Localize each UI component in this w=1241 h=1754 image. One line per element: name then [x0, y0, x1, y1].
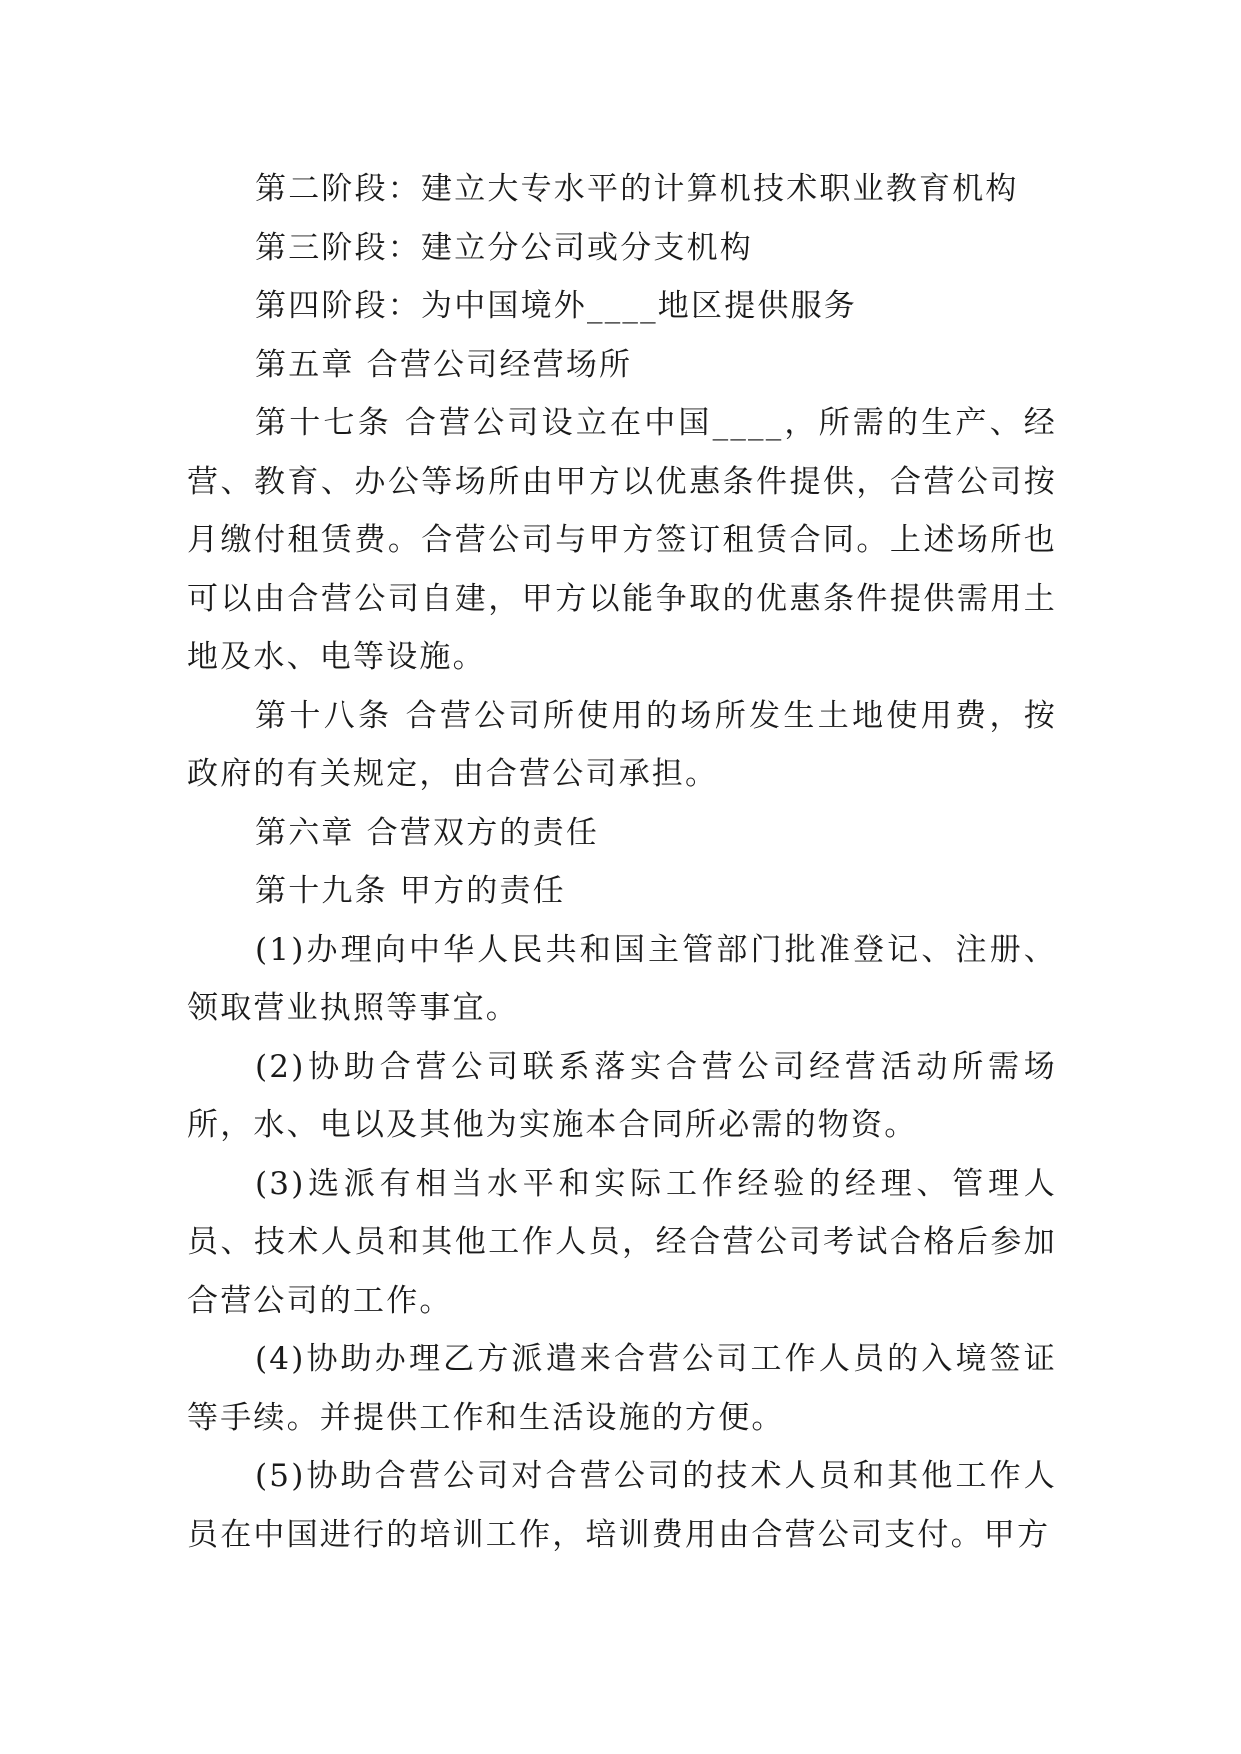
paragraph-stage-three: 第三阶段：建立分公司或分支机构 [255, 229, 753, 266]
paragraph-stage-two: 第二阶段：建立大专水平的计算机技术职业教育机构 [255, 171, 1019, 207]
article-seventeen: 第十七条 合营公司设立在中国____，所需的生产、经营、教育、办公等场所由甲方以优惠条件提供，合营公司按月缴付租赁费。合营公司与甲方签订租赁合同。上述场所也可以由合营公司自建，甲方以能争取的优惠条件提供需用土地及水、电等设施。 [187, 405, 1057, 675]
clause-2: (2)协助合营公司联系落实合营公司经营活动所需场所，水、电以及其他为实施本合同所必需的物资。 [187, 1048, 1057, 1143]
document-body [187, 160, 1057, 1564]
clause-1: (1)办理向中华人民共和国主管部门批准登记、注册、领取营业执照等事宜。 [187, 931, 1057, 1026]
chapter-six-heading: 第六章 合营双方的责任 [255, 814, 600, 851]
article-nineteen-heading: 第十九条 甲方的责任 [255, 873, 566, 909]
paragraph-stage-four: 第四阶段：为中国境外____地区提供服务 [255, 288, 857, 324]
article-eighteen: 第十八条 合营公司所使用的场所发生土地使用费，按政府的有关规定，由合营公司承担。 [187, 697, 1057, 792]
clause-5: (5)协助合营公司对合营公司的技术人员和其他工作人员在中国进行的培训工作，培训费用由合营公司支付。甲方 [187, 1458, 1057, 1553]
clause-4: (4)协助办理乙方派遣来合营公司工作人员的入境签证等手续。并提供工作和生活设施的方便。 [187, 1341, 1057, 1436]
chapter-five-heading: 第五章 合营公司经营场所 [255, 346, 633, 383]
clause-3: (3)选派有相当水平和实际工作经验的经理、管理人员、技术人员和其他工作人员，经合营公司考试合格后参加合营公司的工作。 [187, 1165, 1057, 1319]
